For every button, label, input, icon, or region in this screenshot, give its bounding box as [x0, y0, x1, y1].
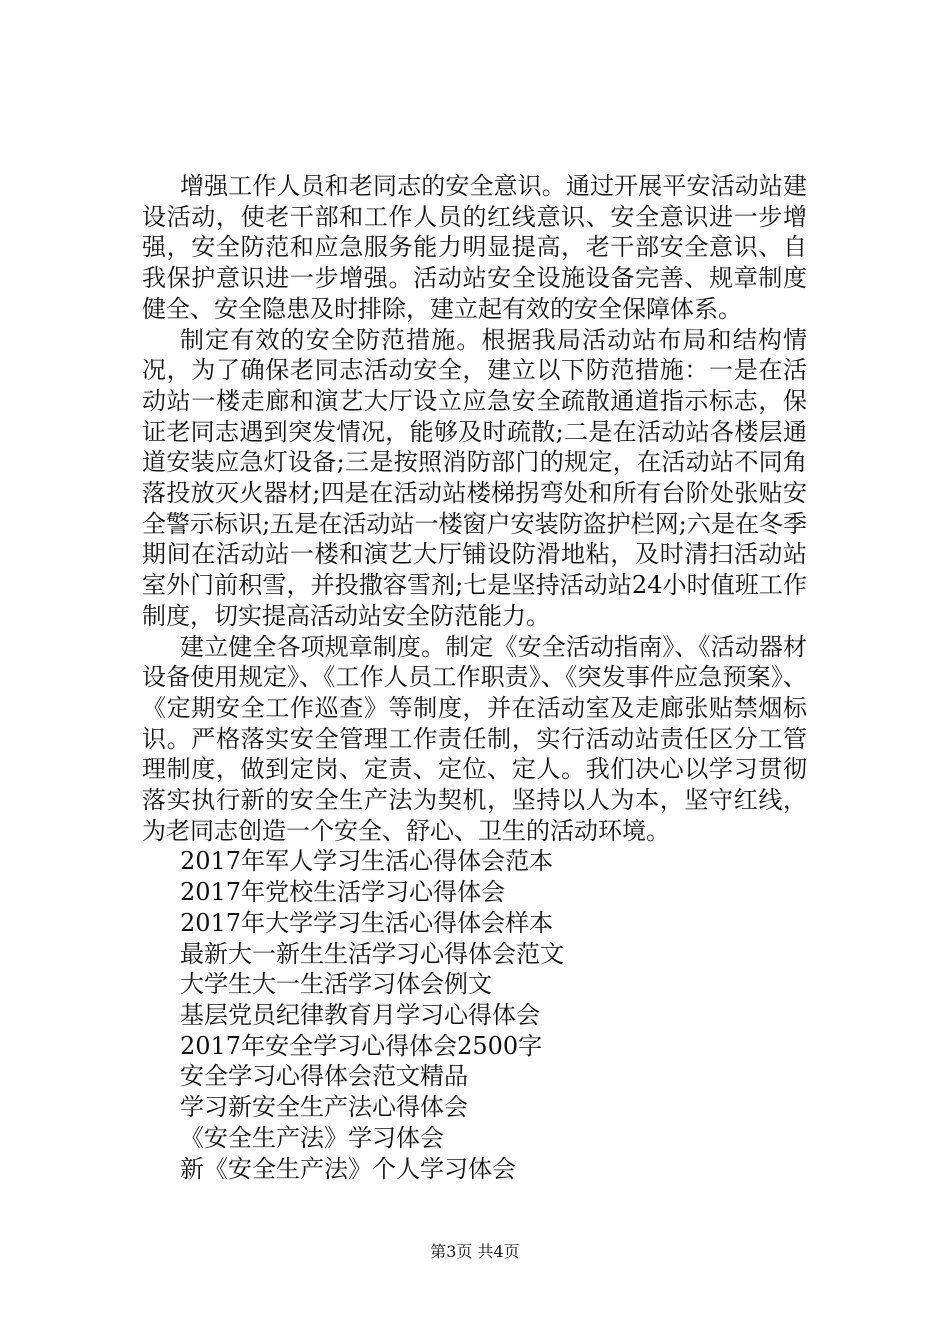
list-item: 2017年安全学习心得体会2500字 — [180, 1031, 543, 1060]
paragraph-safety-awareness: 增强工作人员和老同志的安全意识。通过开展平安活动站建设活动，使老干部和工作人员的红线意识、安全意识进一步增强，安全防范和应急服务能力明显提高，老干部安全意识、自我保护意识进一步增强。活动站安全设施设备完善、规章制度健全、安全隐患及时排除，建立起有效的安全保障体系。 — [142, 172, 807, 323]
list-item: 2017年党校生活学习心得体会 — [180, 878, 506, 907]
list-item: 最新大一新生生活学习心得体会范文 — [180, 939, 564, 968]
list-item: 学习新安全生产法心得体会 — [180, 1093, 468, 1122]
list-item: 基层党员纪律教育月学习心得体会 — [180, 1000, 540, 1029]
list-item: 《安全生产法》学习体会 — [180, 1123, 444, 1152]
list-item: 安全学习心得体会范文精品 — [180, 1062, 468, 1091]
list-item: 大学生大一生活学习体会例文 — [180, 970, 492, 999]
list-item: 2017年大学学习生活心得体会样本 — [180, 908, 554, 937]
page-number-label: 第3页 共4页 — [430, 1242, 520, 1261]
list-item: 新《安全生产法》个人学习体会 — [180, 1154, 516, 1183]
paragraph-prevention-measures: 制定有效的安全防范措施。根据我局活动站布局和结构情况，为了确保老同志活动安全，建立以下防范措施：一是在活动站一楼走廊和演艺大厅设立应急安全疏散通道指示标志，保证老同志遇到突发情况，能够及时疏散;二是在活动站各楼层通道安装应急灯设备;三是按照消防部门的规定，在活动站不同角落投放灭火器材;四是在活动站楼梯拐弯处和所有台阶处张贴安全警示标识;五是在活动站一楼窗户安装防盗护栏网;六是在冬季期间在活动站一楼和演艺大厅铺设防滑地粘，及时清扫活动站室外门前积雪，并投撒容雪剂;七是坚持活动站24小时值班工作制度，切实提高活动站安全防范能力。 — [142, 325, 807, 630]
list-item: 2017年军人学习生活心得体会范本 — [180, 847, 554, 876]
paragraph-rules-regulations: 建立健全各项规章制度。制定《安全活动指南》、《活动器材设备使用规定》、《工作人员工作职责》、《突发事件应急预案》、《定期安全工作巡查》等制度，并在活动室及走廊张贴禁烟标识。严格落实安全管理工作责任制，实行活动站责任区分工管理制度，做到定岗、定责、定位、定人。我们决心以学习贯彻落实执行新的安全生产法为契机，坚持以人为本，坚守红线，为老同志创造一个安全、舒心、卫生的活动环境。 — [142, 632, 807, 845]
page-footer — [0, 1242, 950, 1262]
related-titles-list — [142, 846, 807, 1184]
document-body — [142, 171, 807, 1184]
